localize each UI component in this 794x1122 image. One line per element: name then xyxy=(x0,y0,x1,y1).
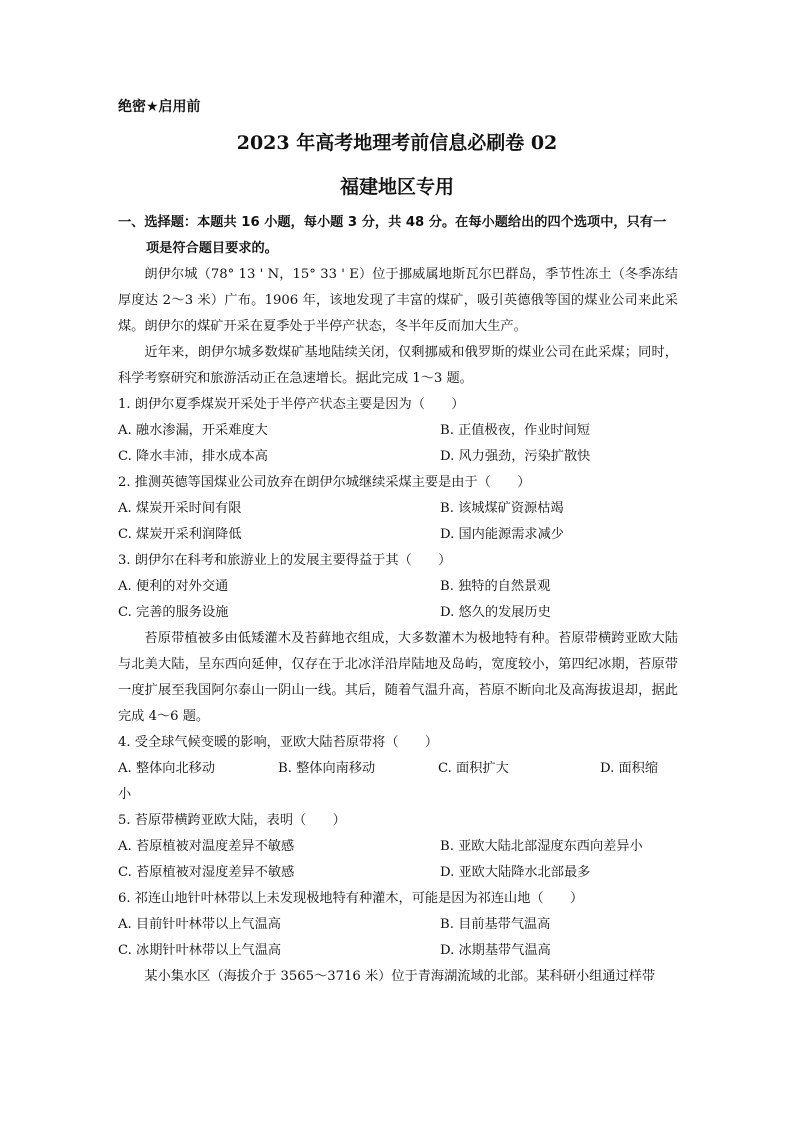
question-stem: 3. 朗伊尔在科考和旅游业上的发展主要得益于其（ ） xyxy=(118,553,452,568)
option-c: C. 煤炭开采利润降低 xyxy=(118,527,242,542)
option-d: D. 亚欧大陆降水北部最多 xyxy=(440,865,591,880)
option-b: B. 目前基带气温高 xyxy=(440,917,551,932)
option-d: D. 风力强劲，污染扩散快 xyxy=(440,449,591,464)
question-options xyxy=(118,912,678,964)
question-stem: 5. 苔原带横跨亚欧大陆，表明（ ） xyxy=(118,813,346,828)
option-a: A. 苔原植被对温度差异不敏感 xyxy=(118,839,295,854)
option-a: A. 煤炭开采时间有限 xyxy=(118,501,242,516)
exam-content xyxy=(118,210,678,990)
section-heading: 一、选择题：本题共 16 小题，每小题 3 分，共 48 分。在每小题给出的四个选项中，只有一项是符合题目要求的。 xyxy=(118,215,667,256)
question-options xyxy=(118,574,678,626)
secret-label: 绝密★启用前 xyxy=(118,99,201,115)
question-options xyxy=(118,496,678,548)
passage-paragraph: 近年来，朗伊尔城多数煤矿基地陆续关闭，仅剩挪威和俄罗斯的煤业公司在此采煤；同时，科学考察研究和旅游活动正在急速增长。据此完成 1～3 题。 xyxy=(118,345,678,386)
question-stem: 2. 推测英德等国煤业公司放弃在朗伊尔城继续采煤主要是由于（ ） xyxy=(118,475,531,490)
option-continuation: 小 xyxy=(118,787,132,802)
option-b: B. 独特的自然景观 xyxy=(440,579,551,594)
option-a: A. 目前针叶林带以上气温高 xyxy=(118,917,281,932)
question-options xyxy=(118,756,678,782)
option-c: C. 降水丰沛，排水成本高 xyxy=(118,449,268,464)
passage-paragraph: 苔原带植被多由低矮灌木及苔藓地衣组成，大多数灌木为极地特有种。苔原带横跨亚欧大陆与北美大陆，呈东西向延伸，仅存在于北冰洋沿岸陆地及岛屿，宽度较小，第四纪冰期，苔原带一度扩展至我国阿尔泰山一阴山一线。其后，随着气温升高，苔原不断向北及高海拔退却，据此完成 4～6 题。 xyxy=(118,631,678,724)
option-a: A. 整体向北移动 xyxy=(118,761,216,776)
passage-paragraph: 某小集水区（海拔介于 3565～3716 米）位于青海湖流域的北部。某科研小组通过样带 xyxy=(144,969,656,984)
option-d: D. 国内能源需求减少 xyxy=(440,527,564,542)
option-b: B. 整体向南移动 xyxy=(278,761,376,776)
exam-subtitle: 福建地区专用 xyxy=(339,176,454,198)
question-options xyxy=(118,418,678,470)
exam-title: 2023 年高考地理考前信息必刷卷 02 xyxy=(236,132,558,154)
option-d: D. 悠久的发展历史 xyxy=(440,605,551,620)
option-c: C. 完善的服务设施 xyxy=(118,605,229,620)
question-stem: 6. 祁连山地针叶林带以上未发现极地特有种灌木，可能是因为祁连山地（ ） xyxy=(118,891,584,906)
question-stem: 4. 受全球气候变暖的影响，亚欧大陆苔原带将（ ） xyxy=(118,735,439,750)
option-b: B. 亚欧大陆北部湿度东西向差异小 xyxy=(440,839,643,854)
option-d: D. 面积缩 xyxy=(600,761,659,776)
option-c: C. 冰期针叶林带以上气温高 xyxy=(118,943,282,958)
option-c: C. 苔原植被对湿度差异不敏感 xyxy=(118,865,295,880)
option-b: B. 该城煤矿资源枯竭 xyxy=(440,501,564,516)
question-options xyxy=(118,834,678,886)
passage-paragraph: 朗伊尔城（78° 13 ' N，15° 33 ' E）位于挪威属地斯瓦尔巴群岛，季节性冻土（冬季冻结厚度达 2～3 米）广布。1906 年，该地发现了丰富的煤矿，吸引英德俄等国的煤业公司来此采煤。朗伊尔的煤矿开采在夏季处于半停产状态，冬半年反而加大生产。 xyxy=(118,267,678,334)
option-a: A. 融水渗漏，开采难度大 xyxy=(118,423,268,438)
option-b: B. 正值极夜，作业时间短 xyxy=(440,423,590,438)
option-c: C. 面积扩大 xyxy=(438,761,509,776)
option-a: A. 便利的对外交通 xyxy=(118,579,229,594)
question-stem: 1. 朗伊尔夏季煤炭开采处于半停产状态主要是因为（ ） xyxy=(118,397,465,412)
option-d: D. 冰期基带气温高 xyxy=(440,943,551,958)
